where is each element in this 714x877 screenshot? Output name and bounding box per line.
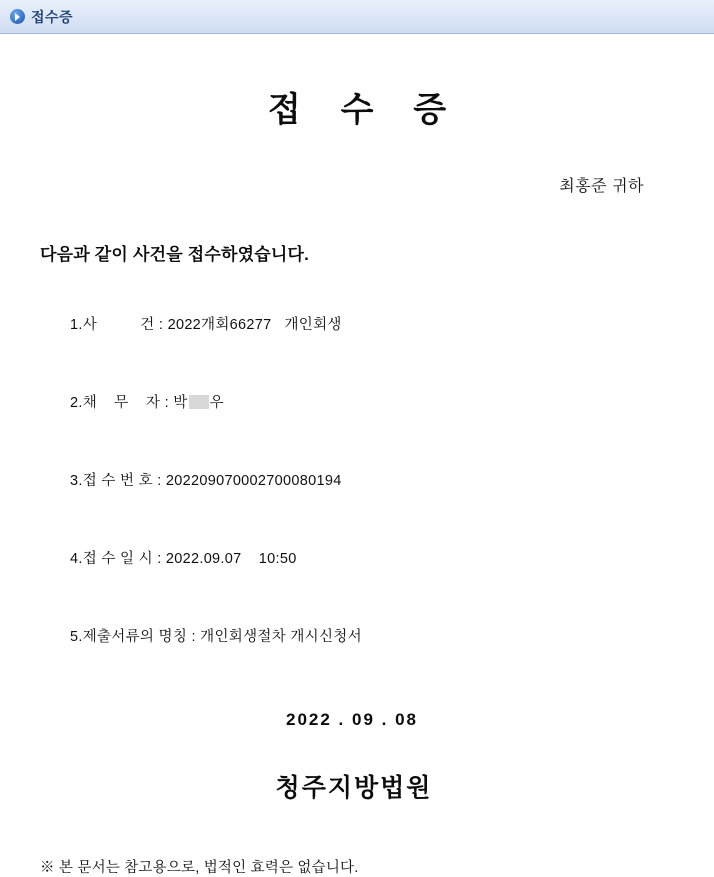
item-value: 2022개회66277 개인회생 <box>167 317 342 333</box>
window-titlebar <box>0 0 714 34</box>
receipt-document <box>0 82 714 877</box>
list-item: 3.접 수 번 호 : 202209070002700080194 <box>69 473 342 489</box>
legal-notice: ※ 본 문서는 참고용으로, 법적인 효력은 없습니다. <box>40 860 359 876</box>
item-label: 사 건 <box>82 317 155 333</box>
item-label: 접 수 일 시 <box>82 551 153 567</box>
item-index: 3. <box>69 473 83 489</box>
item-value: 202209070002700080194 <box>165 473 342 489</box>
list-item: 4.접 수 일 시 : 2022.09.07 10:50 <box>69 551 297 567</box>
item-label: 접 수 번 호 <box>82 473 153 489</box>
item-label: 제출서류의 명칭 <box>82 629 188 645</box>
redaction-mask <box>189 395 209 409</box>
item-value: 개인회생절차 개시신청서 <box>200 629 362 645</box>
item-index: 1. <box>69 317 83 333</box>
lead-sentence: 다음과 같이 사건을 접수하였습니다. <box>40 245 310 264</box>
item-index: 4. <box>69 551 83 567</box>
item-index: 2. <box>69 395 83 411</box>
list-item: 2.채 무 자 : 박 우 <box>69 395 224 411</box>
court-name: 청주지방법원 <box>275 773 433 802</box>
item-index: 5. <box>69 629 83 645</box>
blue-arrow-bullet-icon <box>10 9 25 24</box>
recipient-name: 최홍준 귀하 <box>559 178 644 195</box>
item-value: 박 <box>173 395 188 411</box>
list-item: 5.제출서류의 명칭 : 개인회생절차 개시신청서 <box>69 629 362 645</box>
receipt-item-list <box>38 297 676 662</box>
document-heading: 접 수 증 <box>267 90 461 130</box>
item-label: 채 무 자 <box>82 395 161 411</box>
issue-date: 2022 . 09 . 08 <box>286 710 418 729</box>
item-value-tail: 우 <box>209 395 224 411</box>
window-title: 접수증 <box>31 8 74 25</box>
list-item: 1.사 건 : 2022개회66277 개인회생 <box>69 317 342 333</box>
item-value: 2022.09.07 10:50 <box>165 551 297 567</box>
